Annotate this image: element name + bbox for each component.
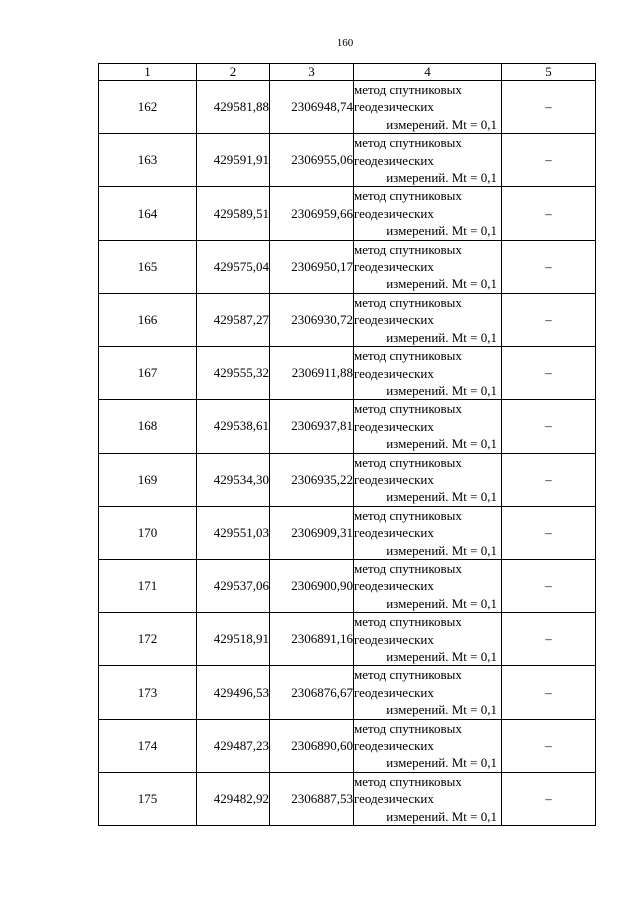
note-cell: – [502, 347, 596, 400]
method-line: геодезических [354, 152, 434, 168]
y-coordinate-cell: 2306909,31 [270, 506, 354, 559]
point-number-cell: 165 [99, 240, 197, 293]
coordinates-table [98, 63, 596, 826]
x-coordinate-cell: 429496,53 [197, 666, 270, 719]
column-header: 2 [197, 64, 270, 81]
method-line: метод спутниковых [354, 560, 462, 576]
method-line: метод спутниковых [354, 667, 462, 683]
point-number-cell: 171 [99, 559, 197, 612]
table-row [99, 134, 596, 187]
table-row [99, 81, 596, 134]
table-row [99, 187, 596, 240]
note-cell: – [502, 719, 596, 772]
table-row [99, 506, 596, 559]
y-coordinate-cell: 2306876,67 [270, 666, 354, 719]
method-line: метод спутниковых [354, 454, 462, 470]
method-line: геодезических [354, 259, 434, 275]
method-line: метод спутниковых [354, 294, 462, 310]
table-row [99, 347, 596, 400]
x-coordinate-cell: 429487,23 [197, 719, 270, 772]
x-coordinate-cell: 429581,88 [197, 81, 270, 134]
note-cell: – [502, 772, 596, 825]
x-coordinate-cell: 429551,03 [197, 506, 270, 559]
method-cell [354, 453, 502, 506]
method-line: геодезических [354, 684, 434, 700]
column-header: 1 [99, 64, 197, 81]
note-cell: – [502, 240, 596, 293]
method-line: геодезических [354, 578, 434, 594]
note-cell: – [502, 453, 596, 506]
table-row [99, 719, 596, 772]
y-coordinate-cell: 2306891,16 [270, 613, 354, 666]
point-number-cell: 170 [99, 506, 197, 559]
page-number: 160 [336, 37, 354, 49]
method-line: геодезических [354, 791, 434, 807]
x-coordinate-cell: 429575,04 [197, 240, 270, 293]
column-header: 5 [502, 64, 596, 81]
method-line: метод спутниковых [354, 720, 462, 736]
method-cell [354, 772, 502, 825]
method-cell [354, 240, 502, 293]
method-line: геодезических [354, 205, 434, 221]
note-cell: – [502, 81, 596, 134]
method-line: измерений. Mt = 0,1 [386, 489, 497, 505]
method-cell [354, 81, 502, 134]
y-coordinate-cell: 2306948,74 [270, 81, 354, 134]
point-number-cell: 166 [99, 293, 197, 346]
table-row [99, 453, 596, 506]
y-coordinate-cell: 2306890,60 [270, 719, 354, 772]
x-coordinate-cell: 429537,06 [197, 559, 270, 612]
y-coordinate-cell: 2306930,72 [270, 293, 354, 346]
method-line: метод спутниковых [354, 773, 462, 789]
method-line: измерений. Mt = 0,1 [386, 436, 497, 452]
column-header: 4 [354, 64, 502, 81]
method-line: измерений. Mt = 0,1 [386, 382, 497, 398]
note-cell: – [502, 187, 596, 240]
method-line: измерений. Mt = 0,1 [386, 116, 497, 132]
method-line: геодезических [354, 312, 434, 328]
method-cell [354, 400, 502, 453]
point-number-cell: 169 [99, 453, 197, 506]
point-number-cell: 168 [99, 400, 197, 453]
method-line: метод спутниковых [354, 188, 462, 204]
table-row [99, 666, 596, 719]
point-number-cell: 172 [99, 613, 197, 666]
point-number-cell: 164 [99, 187, 197, 240]
table-body [99, 81, 596, 826]
method-line: измерений. Mt = 0,1 [386, 170, 497, 186]
column-header: 3 [270, 64, 354, 81]
method-line: геодезических [354, 631, 434, 647]
note-cell: – [502, 134, 596, 187]
method-line: геодезических [354, 525, 434, 541]
method-cell [354, 613, 502, 666]
y-coordinate-cell: 2306959,66 [270, 187, 354, 240]
point-number-cell: 167 [99, 347, 197, 400]
method-line: метод спутниковых [354, 614, 462, 630]
table-row [99, 613, 596, 666]
method-line: измерений. Mt = 0,1 [386, 755, 497, 771]
method-line: геодезических [354, 738, 434, 754]
method-line: измерений. Mt = 0,1 [386, 329, 497, 345]
note-cell: – [502, 666, 596, 719]
method-line: метод спутниковых [354, 82, 462, 97]
method-line: измерений. Mt = 0,1 [386, 276, 497, 292]
method-line: измерений. Mt = 0,1 [386, 595, 497, 611]
method-line: геодезических [354, 418, 434, 434]
x-coordinate-cell: 429482,92 [197, 772, 270, 825]
method-line: измерений. Mt = 0,1 [386, 223, 497, 239]
y-coordinate-cell: 2306937,81 [270, 400, 354, 453]
point-number-cell: 174 [99, 719, 197, 772]
method-line: геодезических [354, 471, 434, 487]
x-coordinate-cell: 429538,61 [197, 400, 270, 453]
method-line: метод спутниковых [354, 241, 462, 257]
method-line: метод спутниковых [354, 135, 462, 151]
method-line: измерений. Mt = 0,1 [386, 808, 497, 824]
method-cell [354, 559, 502, 612]
method-line: геодезических [354, 99, 434, 115]
table-row [99, 400, 596, 453]
note-cell: – [502, 293, 596, 346]
method-cell [354, 347, 502, 400]
point-number-cell: 173 [99, 666, 197, 719]
method-cell [354, 187, 502, 240]
x-coordinate-cell: 429555,32 [197, 347, 270, 400]
y-coordinate-cell: 2306950,17 [270, 240, 354, 293]
table-row [99, 293, 596, 346]
method-line: геодезических [354, 365, 434, 381]
note-cell: – [502, 613, 596, 666]
x-coordinate-cell: 429534,30 [197, 453, 270, 506]
y-coordinate-cell: 2306911,88 [270, 347, 354, 400]
method-line: метод спутниковых [354, 507, 462, 523]
y-coordinate-cell: 2306955,06 [270, 134, 354, 187]
point-number-cell: 162 [99, 81, 197, 134]
y-coordinate-cell: 2306900,90 [270, 559, 354, 612]
method-line: метод спутниковых [354, 401, 462, 417]
method-cell [354, 666, 502, 719]
y-coordinate-cell: 2306935,22 [270, 453, 354, 506]
method-line: измерений. Mt = 0,1 [386, 702, 497, 718]
method-cell [354, 506, 502, 559]
point-number-cell: 163 [99, 134, 197, 187]
method-cell [354, 134, 502, 187]
method-line: измерений. Mt = 0,1 [386, 542, 497, 558]
method-line: измерений. Mt = 0,1 [386, 649, 497, 664]
method-cell [354, 719, 502, 772]
method-line: метод спутниковых [354, 348, 462, 364]
note-cell: – [502, 400, 596, 453]
x-coordinate-cell: 429587,27 [197, 293, 270, 346]
note-cell: – [502, 506, 596, 559]
x-coordinate-cell: 429591,91 [197, 134, 270, 187]
table-row [99, 772, 596, 825]
y-coordinate-cell: 2306887,53 [270, 772, 354, 825]
table-row [99, 559, 596, 612]
table-header-row [99, 64, 596, 81]
x-coordinate-cell: 429518,91 [197, 613, 270, 666]
table-row [99, 240, 596, 293]
note-cell: – [502, 559, 596, 612]
method-cell [354, 293, 502, 346]
point-number-cell: 175 [99, 772, 197, 825]
x-coordinate-cell: 429589,51 [197, 187, 270, 240]
